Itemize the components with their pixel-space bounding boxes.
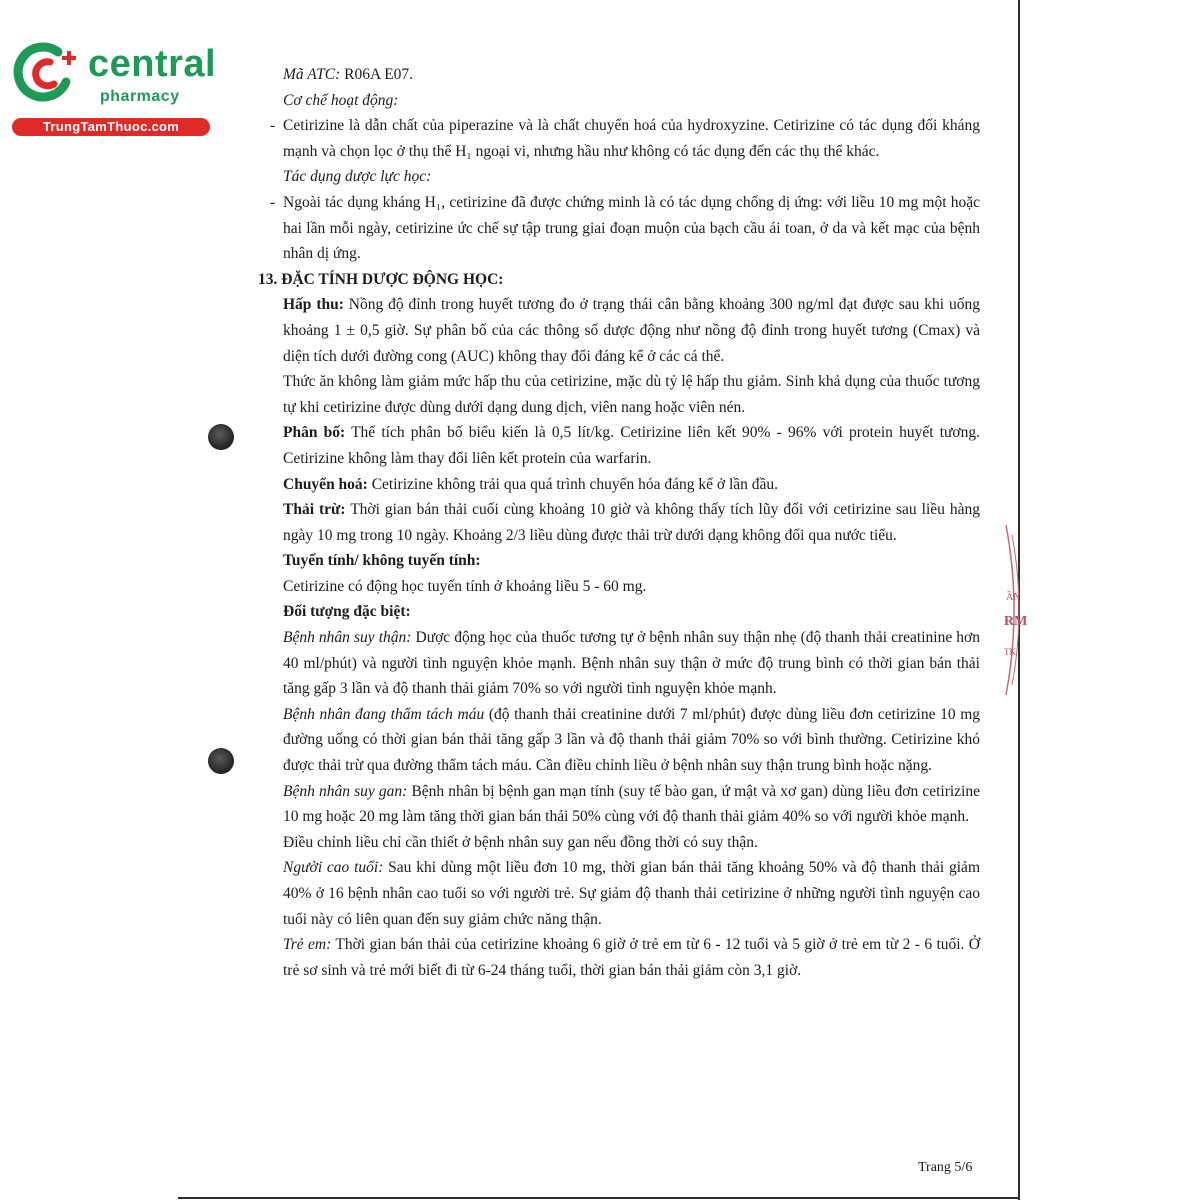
children-label: Trẻ em: — [283, 936, 332, 954]
stamp-fragment — [1000, 525, 1028, 695]
page-border-bottom — [178, 1197, 1020, 1199]
logo-name: central — [88, 43, 217, 85]
pharmacodynamics-text: - Ngoài tác dụng kháng H₁, cetirizine đã được chứng minh là có tác dụng chống dị ứng: với liều 10 mg một hoặc hai lần mỗi ngày, cetirizine ức chế sự tập trung giai đoạn muộn của bạch cầu ái toan, ở da và kết mạc của bệnh nhân dị ứng. — [258, 190, 980, 267]
elimination-text: Thời gian bán thải cuối cùng khoảng 10 giờ và không thấy tích lũy đối với cetirizine sau liều hàng ngày 10 mg trong 10 ngày. Khoảng 2/3 liều dùng được thải trừ dưới dạng không đổi qua nước tiểu. — [283, 501, 980, 544]
elimination-paragraph — [258, 497, 980, 548]
atc-label: Mã ATC: — [283, 66, 341, 83]
hepatic-paragraph — [258, 779, 980, 830]
renal-label: Bệnh nhân suy thận: — [283, 629, 412, 647]
central-pharmacy-logo[interactable] — [10, 38, 215, 138]
elderly-label: Người cao tuổi: — [283, 859, 384, 877]
punch-hole — [208, 424, 234, 450]
elderly-text: Sau khi dùng một liều đơn 10 mg, thời gian bán thải tăng khoảng 50% và độ thanh thải giảm 40% ở 16 bệnh nhân cao tuổi so với người trẻ. Sự giảm độ thanh thải cetirizine ở những người tình nguyện cao tuổi này có liên quan đến suy giảm chức năng thận. — [283, 859, 980, 928]
children-paragraph — [258, 932, 980, 983]
punch-hole — [208, 748, 234, 774]
distribution-label: Phân bố: — [283, 424, 346, 442]
page-number: Trang 5/6 — [918, 1160, 973, 1175]
absorption-paragraph — [258, 292, 980, 369]
linearity-text: Cetirizine có động học tuyến tính ở khoảng liều 5 - 60 mg. — [283, 577, 647, 595]
hepatic-text: Bệnh nhân bị bệnh gan mạn tính (suy tế bào gan, ứ mật và xơ gan) dùng liều đơn cetirizine 10 mg hoặc 20 mg làm tăng thời gian bán thải 50% cùng với độ thanh thải giảm 40% so với người khỏe mạnh. — [283, 782, 980, 826]
distribution-paragraph — [258, 420, 980, 471]
document-body — [258, 62, 980, 983]
atc-line — [258, 62, 980, 88]
metabolism-label: Chuyển hoá: — [283, 475, 368, 493]
metabolism-text: Cetirizine không trải qua quá trình chuyển hóa đáng kể ở lần đầu. — [367, 475, 779, 493]
hepatic-adjust-paragraph: Điều chỉnh liều chỉ cần thiết ở bệnh nhân suy gan nếu đồng thời có suy thận. — [283, 833, 758, 851]
section-title: 13. ĐẶC TÍNH DƯỢC ĐỘNG HỌC: — [258, 270, 504, 288]
distribution-text: Thể tích phân bố biểu kiến là 0,5 lít/kg. Cetirizine liên kết 90% - 96% với protein huyết tương. Cetirizine không làm thay đổi liên kết protein của warfarin. — [283, 424, 981, 467]
children-text: Thời gian bán thải của cetirizine khoảng 6 giờ ở trẻ em từ 6 - 12 tuổi và 5 giờ ở trẻ em từ 2 - 6 tuổi. Ở trẻ sơ sinh và trẻ mới biết đi từ 6-24 tháng tuổi, thời gian bán thải giảm còn 3,1 giờ. — [283, 936, 981, 979]
absorption-text: Nồng độ đỉnh trong huyết tương đo ở trạng thái cân bằng khoảng 300 ng/ml đạt được sau khi uống khoảng 1 ± 0,5 giờ. Sự phân bố của các thông số dược động như nồng độ đỉnh trong huyết tương (Cmax) và diện tích dưới đường cong (AUC) không thay đổi đáng kể ở các cá thể. — [283, 296, 980, 365]
svg-text:ẦN: ẦN — [1006, 592, 1021, 603]
logo-url[interactable]: TrungTamThuoc.com — [12, 118, 210, 136]
logo-subtitle: pharmacy — [100, 88, 180, 105]
linearity-title: Tuyến tính/ không tuyến tính: — [283, 552, 481, 570]
pharmacy-cross-icon — [10, 38, 80, 108]
elderly-paragraph — [258, 855, 980, 932]
mechanism-title: Cơ chế hoạt động: — [283, 91, 399, 109]
absorption-label: Hấp thu: — [283, 296, 344, 314]
mechanism-text: - Cetirizine là dẫn chất của piperazine và là chất chuyển hoá của hydroxyzine. Cetirizine có tác dụng đối kháng mạnh và chọn lọc ở thụ thể H₁ ngoại vi, nhưng hầu như không có tác dụng đến các thụ thể khác. — [258, 113, 980, 164]
food-paragraph: Thức ăn không làm giảm mức hấp thu của cetirizine, mặc dù tỷ lệ hấp thu giảm. Sinh khả dụng của thuốc tương tự khi cetirizine được dùng dưới dạng dung dịch, viên nang hoặc viên nén. — [283, 373, 980, 416]
svg-text:RM: RM — [1004, 614, 1028, 629]
elimination-label: Thải trừ: — [283, 501, 346, 519]
renal-text: Dược động học của thuốc tương tự ở bệnh nhân suy thận nhẹ (độ thanh thải creatinine hơn 40 ml/phút) và người tình nguyện khỏe mạnh. Bệnh nhân suy thận ở mức độ trung bình có thời gian bán thải tăng gấp 3 lần và độ thanh thải giảm 70% so với người tình nguyện khỏe mạnh. — [283, 629, 980, 698]
atc-value: R06A E07. — [340, 66, 414, 83]
hepatic-label: Bệnh nhân suy gan: — [283, 782, 408, 800]
dialysis-paragraph — [258, 702, 980, 779]
pharmacodynamics-title: Tác dụng dược lực học: — [283, 168, 432, 186]
renal-paragraph — [258, 625, 980, 702]
special-populations-title: Đối tượng đặc biệt: — [283, 603, 411, 621]
metabolism-paragraph — [258, 472, 980, 498]
svg-text:TK: TK — [1004, 647, 1016, 657]
dialysis-text: (độ thanh thải creatinine dưới 7 ml/phút) được dùng liều đơn cetirizine 10 mg đường uống có thời gian bán thải tăng gấp 3 lần và độ thanh thải giảm 70% so với bình thường. Cetirizine khó được thải trừ qua đường thẩm tách máu. Cần điều chỉnh liều ở bệnh nhân suy thận trung bình hoặc nặng. — [283, 705, 980, 775]
dialysis-label: Bệnh nhân đang thẩm tách máu — [283, 705, 485, 723]
